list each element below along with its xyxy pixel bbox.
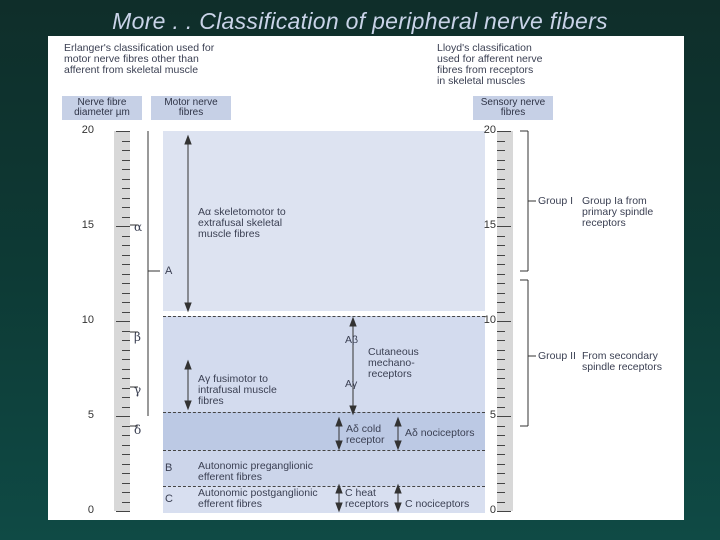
subgroup-beta: β — [134, 330, 141, 344]
connector-lines — [48, 36, 684, 520]
label-aa-1: Aα skeletomotor to — [198, 206, 286, 218]
left-scale-0: 0 — [87, 504, 94, 516]
diameter-header-line-2: diameter µm — [74, 107, 130, 118]
right-scale-5: 5 — [489, 409, 496, 421]
group-a-label: A — [165, 265, 173, 277]
label-c-2: efferent fibres — [198, 498, 263, 510]
group-ii-desc-2: spindle receptors — [582, 361, 662, 373]
label-ad-nociceptors: Aδ nociceptors — [405, 427, 475, 439]
lloyd-line-1: Lloyd's classification — [437, 42, 532, 54]
group-i-desc-2: primary spindle — [582, 206, 654, 218]
erlanger-line-3: afferent from skeletal muscle — [64, 64, 199, 76]
label-b-1: Autonomic preganglionic — [198, 460, 313, 472]
sensory-header-line-1: Sensory nerve — [480, 97, 546, 108]
left-scale-15: 15 — [81, 219, 94, 231]
left-scale-10: 10 — [81, 314, 94, 326]
right-scale-10: 10 — [483, 314, 496, 326]
subgroup-alpha: α — [134, 220, 143, 234]
classification-figure — [48, 36, 684, 520]
right-scale-0: 0 — [489, 504, 496, 516]
label-c-heat-2: receptors — [345, 498, 389, 510]
label-ag-3: fibres — [198, 395, 224, 407]
lloyd-line-2: used for afferent nerve — [437, 53, 543, 65]
label-aa-3: muscle fibres — [198, 228, 260, 240]
label-c-1: Autonomic postganglionic — [198, 487, 318, 499]
label-b-2: efferent fibres — [198, 471, 263, 483]
label-agamma-right: Aγ — [345, 378, 358, 390]
label-ag-1: Aγ fusimotor to — [198, 373, 269, 385]
label-c-nociceptors: C nociceptors — [405, 498, 470, 510]
right-scale-15: 15 — [483, 219, 496, 231]
lloyd-line-3: fibres from receptors — [437, 64, 534, 76]
group-ii-label: Group II — [538, 350, 576, 362]
group-i-desc-3: receptors — [582, 217, 626, 229]
label-ad-cold-2: receptor — [346, 434, 385, 446]
subgroup-delta: δ — [134, 423, 142, 437]
erlanger-line-1: Erlanger's classification used for — [64, 42, 215, 54]
label-cutaneous-1: Cutaneous — [368, 346, 419, 358]
group-i-label: Group I — [538, 195, 574, 207]
motor-header-line-2: fibres — [178, 107, 204, 118]
right-scale-20: 20 — [483, 124, 496, 136]
group-i-desc-1: Group Ia from — [582, 195, 647, 207]
label-abeta: Aβ — [345, 334, 359, 346]
left-scale-5: 5 — [87, 409, 94, 421]
lloyd-line-4: in skeletal muscles — [437, 75, 526, 87]
motor-header-line-1: Motor nerve — [164, 97, 218, 108]
group-c-label: C — [165, 493, 173, 505]
label-cutaneous-2: mechano- — [368, 357, 415, 369]
group-b-label: B — [165, 462, 173, 474]
group-ii-desc-1: From secondary — [582, 350, 658, 362]
label-aa-2: extrafusal skeletal — [198, 217, 283, 229]
diameter-header-line-1: Nerve fibre — [77, 97, 127, 108]
slide-title: More . . Classification of peripheral nerve fibers — [112, 8, 608, 34]
erlanger-line-2: motor nerve fibres other than — [64, 53, 199, 65]
label-c-heat-1: C heat — [345, 487, 376, 499]
left-scale-20: 20 — [81, 124, 94, 136]
sensory-header-line-2: fibres — [500, 107, 526, 118]
subgroup-gamma: γ — [134, 383, 142, 397]
label-ad-cold-1: Aδ cold — [346, 423, 382, 435]
label-ag-2: intrafusal muscle — [198, 384, 277, 396]
label-cutaneous-3: receptors — [368, 368, 412, 380]
